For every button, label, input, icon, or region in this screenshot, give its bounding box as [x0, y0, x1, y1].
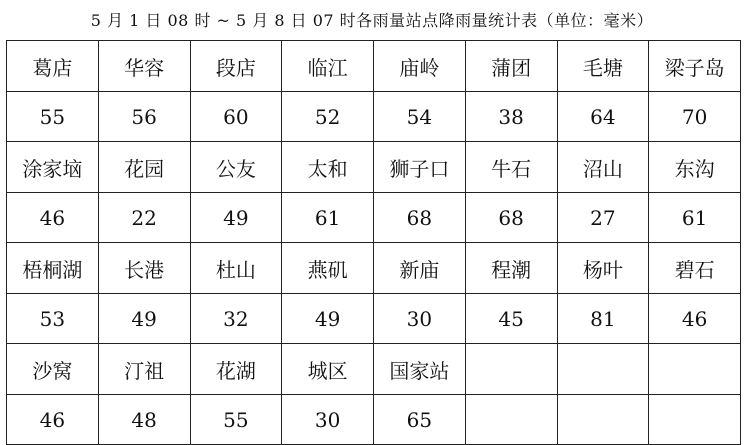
station-name-cell: 狮子口 [374, 142, 466, 193]
station-name-cell: 梧桐湖 [7, 243, 99, 294]
station-name-cell: 葛店 [7, 41, 99, 92]
station-name-cell: 杨叶 [557, 243, 649, 294]
rainfall-value-cell: 32 [190, 294, 282, 344]
station-name-cell: 汀祖 [98, 344, 190, 395]
rainfall-value-cell [649, 395, 741, 445]
station-name-cell: 临江 [282, 41, 374, 92]
rainfall-value-cell: 46 [7, 395, 99, 445]
station-name-cell: 国家站 [374, 344, 466, 395]
station-name-cell: 程潮 [465, 243, 557, 294]
station-name-cell: 涂家垴 [7, 142, 99, 193]
station-name-cell: 沼山 [557, 142, 649, 193]
rainfall-value-cell: 38 [465, 92, 557, 142]
rainfall-value-row [7, 294, 741, 344]
station-name-cell: 新庙 [374, 243, 466, 294]
rainfall-value-cell: 68 [374, 193, 466, 243]
rainfall-value-cell: 30 [282, 395, 374, 445]
rainfall-value-cell: 65 [374, 395, 466, 445]
station-name-cell: 碧石 [649, 243, 741, 294]
rainfall-value-cell: 27 [557, 193, 649, 243]
rainfall-value-cell: 46 [7, 193, 99, 243]
table-title: 5 月 1 日 08 时 ~ 5 月 8 日 07 时各雨量站点降雨量统计表（单位：毫米） [90, 11, 654, 30]
station-name-cell: 蒲团 [465, 41, 557, 92]
rainfall-value-cell: 49 [190, 193, 282, 243]
station-name-cell: 长港 [98, 243, 190, 294]
station-name-cell [649, 344, 741, 395]
rainfall-value-cell: 46 [649, 294, 741, 344]
station-name-cell [465, 344, 557, 395]
station-name-row [7, 142, 741, 193]
station-name-cell: 毛塘 [557, 41, 649, 92]
rainfall-value-cell: 49 [282, 294, 374, 344]
rainfall-value-cell: 56 [98, 92, 190, 142]
rainfall-value-cell: 30 [374, 294, 466, 344]
station-name-cell: 华容 [98, 41, 190, 92]
rainfall-table-body [7, 41, 741, 445]
rainfall-value-cell: 55 [190, 395, 282, 445]
rainfall-value-cell: 53 [7, 294, 99, 344]
station-name-cell: 公友 [190, 142, 282, 193]
rainfall-value-cell [557, 395, 649, 445]
station-name-cell: 段店 [190, 41, 282, 92]
station-name-cell [557, 344, 649, 395]
rainfall-value-cell: 61 [282, 193, 374, 243]
rainfall-value-cell: 52 [282, 92, 374, 142]
station-name-cell: 花园 [98, 142, 190, 193]
rainfall-value-cell: 60 [190, 92, 282, 142]
rainfall-value-cell: 61 [649, 193, 741, 243]
rainfall-value-cell: 55 [7, 92, 99, 142]
station-name-cell: 燕矶 [282, 243, 374, 294]
station-name-cell: 牛石 [465, 142, 557, 193]
station-name-cell: 沙窝 [7, 344, 99, 395]
station-name-row [7, 243, 741, 294]
rainfall-value-cell: 81 [557, 294, 649, 344]
station-name-row [7, 41, 741, 92]
rainfall-table [6, 40, 741, 445]
station-name-cell: 梁子岛 [649, 41, 741, 92]
station-name-cell: 东沟 [649, 142, 741, 193]
station-name-cell: 庙岭 [374, 41, 466, 92]
station-name-cell: 城区 [282, 344, 374, 395]
rainfall-value-cell: 49 [98, 294, 190, 344]
station-name-cell: 花湖 [190, 344, 282, 395]
rainfall-value-cell: 22 [98, 193, 190, 243]
station-name-cell: 太和 [282, 142, 374, 193]
station-name-cell: 杜山 [190, 243, 282, 294]
rainfall-value-cell [465, 395, 557, 445]
rainfall-value-row [7, 92, 741, 142]
rainfall-value-cell: 68 [465, 193, 557, 243]
rainfall-value-cell: 70 [649, 92, 741, 142]
station-name-row [7, 344, 741, 395]
rainfall-value-row [7, 395, 741, 445]
rainfall-value-cell: 54 [374, 92, 466, 142]
rainfall-value-cell: 64 [557, 92, 649, 142]
rainfall-value-cell: 48 [98, 395, 190, 445]
rainfall-value-cell: 45 [465, 294, 557, 344]
rainfall-value-row [7, 193, 741, 243]
